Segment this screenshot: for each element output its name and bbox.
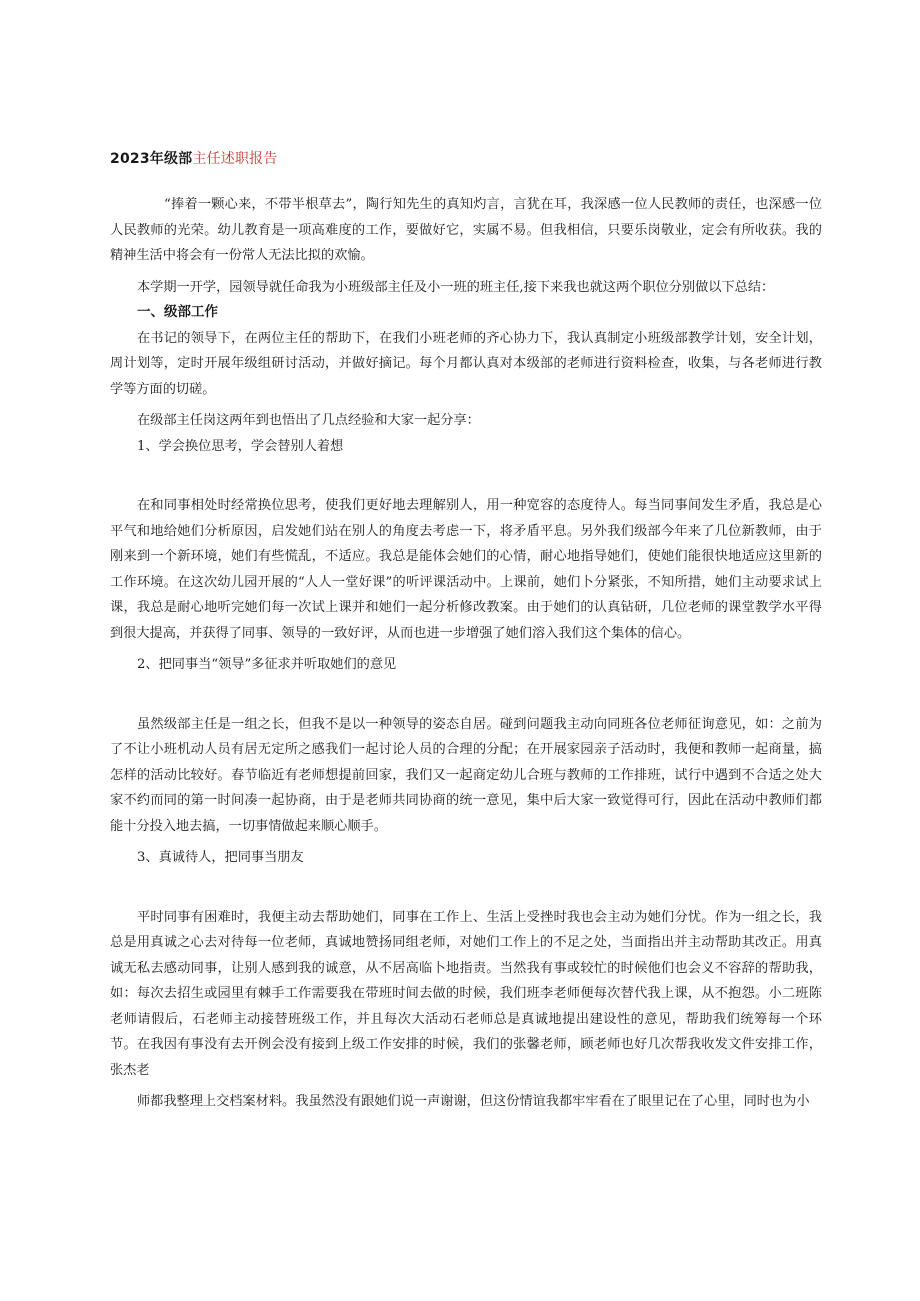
point-1-heading: 1、学会换位思考，学会替别人着想 [137,438,344,454]
document-body [110,192,822,1115]
point-3-heading: 3、真诚待人，把同事当朋友 [137,850,304,865]
grade-work-paragraph: 在书记的领导下，在两位主任的帮助下，在我们小班老师的齐心协力下，我认真制定小班级部教学计划，安全计划，周计划等，定时开展年级组研讨活动，并做好摘记。每个月都认真对本级部的老师进行资料检查，收集，与各老师进行教学等方面的切磋。 [110,330,822,397]
point-2-heading: 2、把同事当“领导”多征求并听取她们的意见 [137,657,397,672]
title-prefix: 2023年级部 [110,151,193,167]
experience-intro-paragraph: 在级部主任岗这两年到也悟出了几点经验和大家一起分享： [137,413,480,428]
point-1-paragraph: 在和同事相处时经常换位思考，使我们更好地去理解别人，用一种宽容的态度待人。每当同事间发生矛盾，我总是心平气和地给她们分析原因，启发她们站在别人的角度去考虑一下，将矛盾平息。另外我们级部今年来了几位新教师，由于刚来到一个新环境，她们有些慌乱，不适应。我总是能体会她们的心情，耐心地指导她们，使她们能很快地适应这里新的工作环境。在这次幼儿园开展的“人人一堂好课”的听评课活动中。上课前，她们卜分紧张，不知所措，她们主动要求试上课，我总是耐心地听完她们每一次试上课并和她们一起分析修改教案。由于她们的认真钻研，几位老师的课堂教学水平得到很大提高，并获得了同事、领导的一致好评，从而也进一步增强了她们溶入我们这个集体的信心。 [110,498,822,641]
point-3-paragraph: 平时同事有困难时，我便主动去帮助她们，同事在工作上、生活上受挫时我也会主动为她们分忧。作为一组之长，我总是用真诚之心去对待每一位老师，真诚地赞扬同组老师，对她们工作上的不足之处，当面指出并主动帮助其改正。用真诚无私去感动同事，让别人感到我的诚意，从不居高临卜地指责。当然我有事或较忙的时候他们也会义不容辞的帮助我，如：每次去招生或园里有棘手工作需要我在带班时间去做的时候，我们班李老师便每次替代我上课，从不抱怨。小二班陈老师请假后，石老师主动接替班级工作，并且每次大活动石老师总是真诚地提出建设性的意见，帮助我们统筹每一个环节。在我因有事没有去开例会没有接到上级工作安排的时候，我们的张馨老师，顾老师也好几次帮我收发文件安排工作，张杰老 [110,909,822,1078]
intro-paragraph: “捧着一颗心来，不带半根草去”，陶行知先生的真知灼言，言犹在耳，我深感一位人民教师的责任，也深感一位人民教师的光荣。幼儿教育是一项高难度的工作，要做好它，实属不易。但我相信，只要乐岗敬业，定会有所收获。我的精神生活中将会有一份常人无法比拟的欢愉。 [110,197,822,263]
document-title [110,148,278,168]
title-highlight: 主任述职报告 [192,151,278,167]
closing-paragraph: 师都我整理上交档案材料。我虽然没有跟她们说一声谢谢，但这份情谊我都牢牢看在了眼里记在了心里，同时也为小 [137,1094,810,1109]
section-heading-grade-work: 一、级部工作 [137,304,218,320]
point-2-paragraph: 虽然级部主任是一组之长，但我不是以一种领导的姿态自居。碰到问题我主动向同班各位老师征询意见，如：之前为了不让小班机动人员有居无定所之感我们一起讨论人员的合理的分配；在开展家园亲子活动时，我便和教师一起商量，搞怎样的活动比较好。春节临近有老师想提前回家，我们又一起商定幼儿合班与教师的工作排班，试行中遇到不合适之处大家不约而同的第一时间凑一起协商，由于是老师共同协商的统一意见，集中后大家一致觉得可行，因此在活动中教师们都能十分投入地去搞，一切事情做起来顺心顺手。 [110,716,822,834]
intro-summary-paragraph: 本学期一开学，园领导就任命我为小班级部主任及小一班的班主任,接下来我也就这两个职位分别做以下总结： [137,279,775,295]
